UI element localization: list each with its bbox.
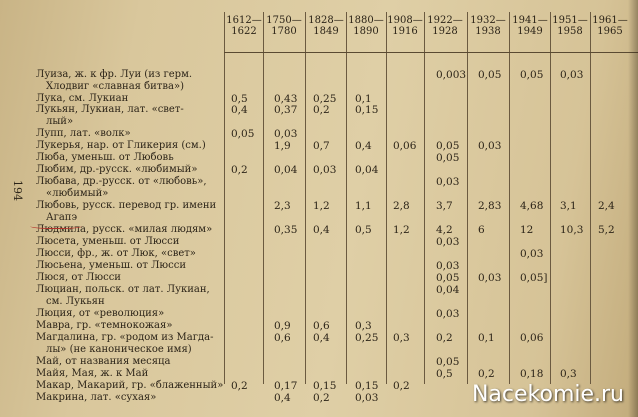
- table-row: [0, 164, 638, 176]
- name-entry: Люсси, фр., ж. от Люк, «свет»: [36, 248, 196, 259]
- table-row: [0, 81, 638, 93]
- frequency-value: 0,4: [274, 392, 291, 404]
- name-entry: Лука, см. Лукиан: [36, 93, 129, 104]
- frequency-value: 0,25: [355, 332, 379, 344]
- column-header-years: 1932— 1938: [470, 15, 506, 37]
- table-row: [0, 236, 638, 248]
- name-entry: Люся, от Люсси: [36, 272, 121, 283]
- name-entry: см. Лукьян: [46, 296, 105, 307]
- frequency-value: 1,1: [355, 200, 372, 212]
- frequency-value: 2,8: [393, 200, 410, 212]
- frequency-value: 0,43: [274, 93, 298, 105]
- column-header-years: 1941— 1949: [512, 15, 548, 37]
- frequency-value: 4,68: [520, 200, 544, 212]
- column-header-years: 1612— 1622: [226, 15, 262, 37]
- column-header-years: 1750— 1780: [266, 15, 302, 37]
- frequency-value: 0,37: [274, 104, 298, 116]
- name-entry: Люция, от «революция»: [36, 308, 165, 319]
- frequency-value: 0,04: [436, 284, 460, 296]
- table-row: [0, 188, 638, 200]
- name-entry: Магдалина, гр. «родом из Магда-: [36, 332, 214, 343]
- frequency-value: 0,03: [436, 236, 460, 248]
- frequency-value: 0,2: [436, 332, 453, 344]
- frequency-value: 0,5: [231, 93, 248, 105]
- frequency-value: 2,83: [478, 200, 502, 212]
- table-row: [0, 152, 638, 164]
- column-header-years: 1908— 1916: [387, 15, 423, 37]
- frequency-value: 0,05: [520, 69, 544, 81]
- frequency-value: 10,3: [560, 224, 584, 236]
- header-divider: [224, 52, 638, 53]
- name-entry: Лукьян, Лукиан, лат. «свет-: [36, 104, 184, 115]
- frequency-value: 0,3: [355, 320, 372, 332]
- frequency-value: 0,2: [313, 104, 330, 116]
- name-entry: Любовь, русск. перевод гр. имени: [36, 200, 217, 211]
- table-row: [0, 296, 638, 308]
- name-entry: Агапэ: [46, 212, 78, 223]
- name-entry: Людмила, русск. «милая людям»: [36, 224, 213, 235]
- frequency-value: 0,05: [436, 356, 460, 368]
- frequency-value: 0,03: [520, 248, 544, 260]
- frequency-value: 0,05: [436, 140, 460, 152]
- name-entry: Макар, Макарий, гр. «блаженный»: [36, 380, 224, 391]
- table-row: [0, 176, 638, 188]
- frequency-value: 0,04: [355, 164, 379, 176]
- table-row: [0, 200, 638, 212]
- column-header-years: 1880— 1890: [348, 15, 384, 37]
- column-header-years: 1951— 1958: [552, 15, 588, 37]
- table-row: [0, 104, 638, 116]
- table-row: [0, 224, 638, 236]
- pen-underline-mark: [30, 222, 82, 229]
- table-row: [0, 368, 638, 380]
- name-entry: Люсьена, уменьш. от Люсси: [36, 260, 186, 271]
- frequency-value: 0,25: [313, 93, 337, 105]
- frequency-value: 0,03: [274, 128, 298, 140]
- frequency-value: 0,2: [231, 164, 248, 176]
- name-entry: Любава, др.-русск. от «любовь»,: [36, 176, 207, 187]
- table-row: [0, 248, 638, 260]
- frequency-value: 0,6: [313, 320, 330, 332]
- frequency-value: 0,5: [436, 368, 453, 380]
- name-entry: лы» (не каноническое имя): [46, 344, 192, 355]
- frequency-value: 6: [478, 224, 485, 236]
- frequency-value: 3,1: [560, 200, 577, 212]
- name-entry: Лукерья, нар. от Гликерия (см.): [36, 140, 206, 151]
- frequency-value: 0,3: [393, 332, 410, 344]
- frequency-value: 0,6: [274, 332, 291, 344]
- frequency-value: 0,03: [436, 260, 460, 272]
- frequency-value: 0,03: [436, 176, 460, 188]
- frequency-value: 0,9: [274, 320, 291, 332]
- frequency-value: 0,2: [313, 392, 330, 404]
- frequency-value: 0,06: [393, 140, 417, 152]
- table-row: [0, 308, 638, 320]
- name-entry: лый»: [46, 116, 74, 127]
- frequency-value: 0,4: [231, 104, 248, 116]
- name-entry: Лупп, лат. «волк»: [36, 128, 131, 139]
- name-entry: «любимый»: [46, 188, 109, 199]
- frequency-value: 0,2: [478, 368, 495, 380]
- frequency-value: 0,05]: [520, 272, 548, 284]
- name-entry: Хлодвиг «славная битва»): [46, 81, 184, 92]
- table-row: [0, 140, 638, 152]
- name-entry: Любим, др.-русск. «любимый»: [36, 164, 198, 175]
- frequency-value: 3,7: [436, 200, 453, 212]
- frequency-value: 0,4: [313, 224, 330, 236]
- frequency-value: 0,03: [355, 392, 379, 404]
- frequency-value: 0,4: [355, 140, 372, 152]
- name-entry: Мавра, гр. «темнокожая»: [36, 320, 173, 331]
- name-entry: Люба, уменьш. от Любовь: [36, 152, 174, 163]
- frequency-value: 0,18: [520, 368, 544, 380]
- page-number: 194: [11, 180, 24, 201]
- frequency-value: 0,17: [274, 380, 298, 392]
- table-row: [0, 116, 638, 128]
- frequency-value: 1,2: [393, 224, 410, 236]
- frequency-value: 0,03: [313, 164, 337, 176]
- table-row: [0, 260, 638, 272]
- frequency-value: 0,03: [436, 308, 460, 320]
- frequency-value: 0,15: [355, 380, 379, 392]
- frequency-value: 0,15: [355, 104, 379, 116]
- table-row: [0, 69, 638, 81]
- frequency-value: 0,05: [231, 128, 255, 140]
- frequency-value: 1,9: [274, 140, 291, 152]
- frequency-value: 4,2: [436, 224, 453, 236]
- table-row: [0, 356, 638, 368]
- frequency-value: 2,3: [274, 200, 291, 212]
- frequency-value: 0,4: [313, 332, 330, 344]
- frequency-value: 0,05: [436, 272, 460, 284]
- frequency-value: 0,1: [478, 332, 495, 344]
- frequency-value: 0,06: [520, 332, 544, 344]
- frequency-value: 0,3: [560, 368, 577, 380]
- frequency-value: 0,003: [436, 69, 467, 81]
- name-entry: Май, от названия месяца: [36, 356, 171, 367]
- frequency-value: 0,5: [355, 224, 372, 236]
- name-entry: Макрина, лат. «сухая»: [36, 392, 157, 403]
- table-row: [0, 284, 638, 296]
- frequency-value: 0,03: [478, 272, 502, 284]
- frequency-value: 0,04: [274, 164, 298, 176]
- name-entry: Люсета, уменьш. от Люсси: [36, 236, 180, 247]
- site-watermark: Nacekomie.ru: [471, 382, 624, 407]
- name-entry: Луиза, ж. к фр. Луи (из герм.: [36, 69, 193, 80]
- table-row: [0, 320, 638, 332]
- frequency-value: 0,15: [313, 380, 337, 392]
- column-header-years: 1828— 1849: [308, 15, 344, 37]
- frequency-value: 0,05: [478, 69, 502, 81]
- frequency-value: 0,2: [393, 380, 410, 392]
- frequency-value: 0,2: [231, 380, 248, 392]
- name-entry: Люциан, польск. от лат. Лукиан,: [36, 284, 210, 295]
- table-row: [0, 344, 638, 356]
- table-row: [0, 128, 638, 140]
- frequency-value: 2,4: [598, 200, 615, 212]
- frequency-value: 0,03: [560, 69, 584, 81]
- column-header-years: 1961— 1965: [592, 15, 628, 37]
- frequency-value: 5,2: [598, 224, 615, 236]
- frequency-value: 0,05: [436, 152, 460, 164]
- frequency-value: 0,7: [313, 140, 330, 152]
- frequency-value: 0,03: [478, 140, 502, 152]
- frequency-value: 12: [520, 224, 534, 236]
- name-entry: Майя, Мая, ж. к Май: [36, 368, 149, 379]
- frequency-value: 1,2: [313, 200, 330, 212]
- frequency-value: 0,1: [355, 93, 372, 105]
- table-row: [0, 332, 638, 344]
- column-header-years: 1922— 1928: [427, 15, 463, 37]
- table-row: [0, 272, 638, 284]
- table-row: [0, 212, 638, 224]
- frequency-value: 0,35: [274, 224, 298, 236]
